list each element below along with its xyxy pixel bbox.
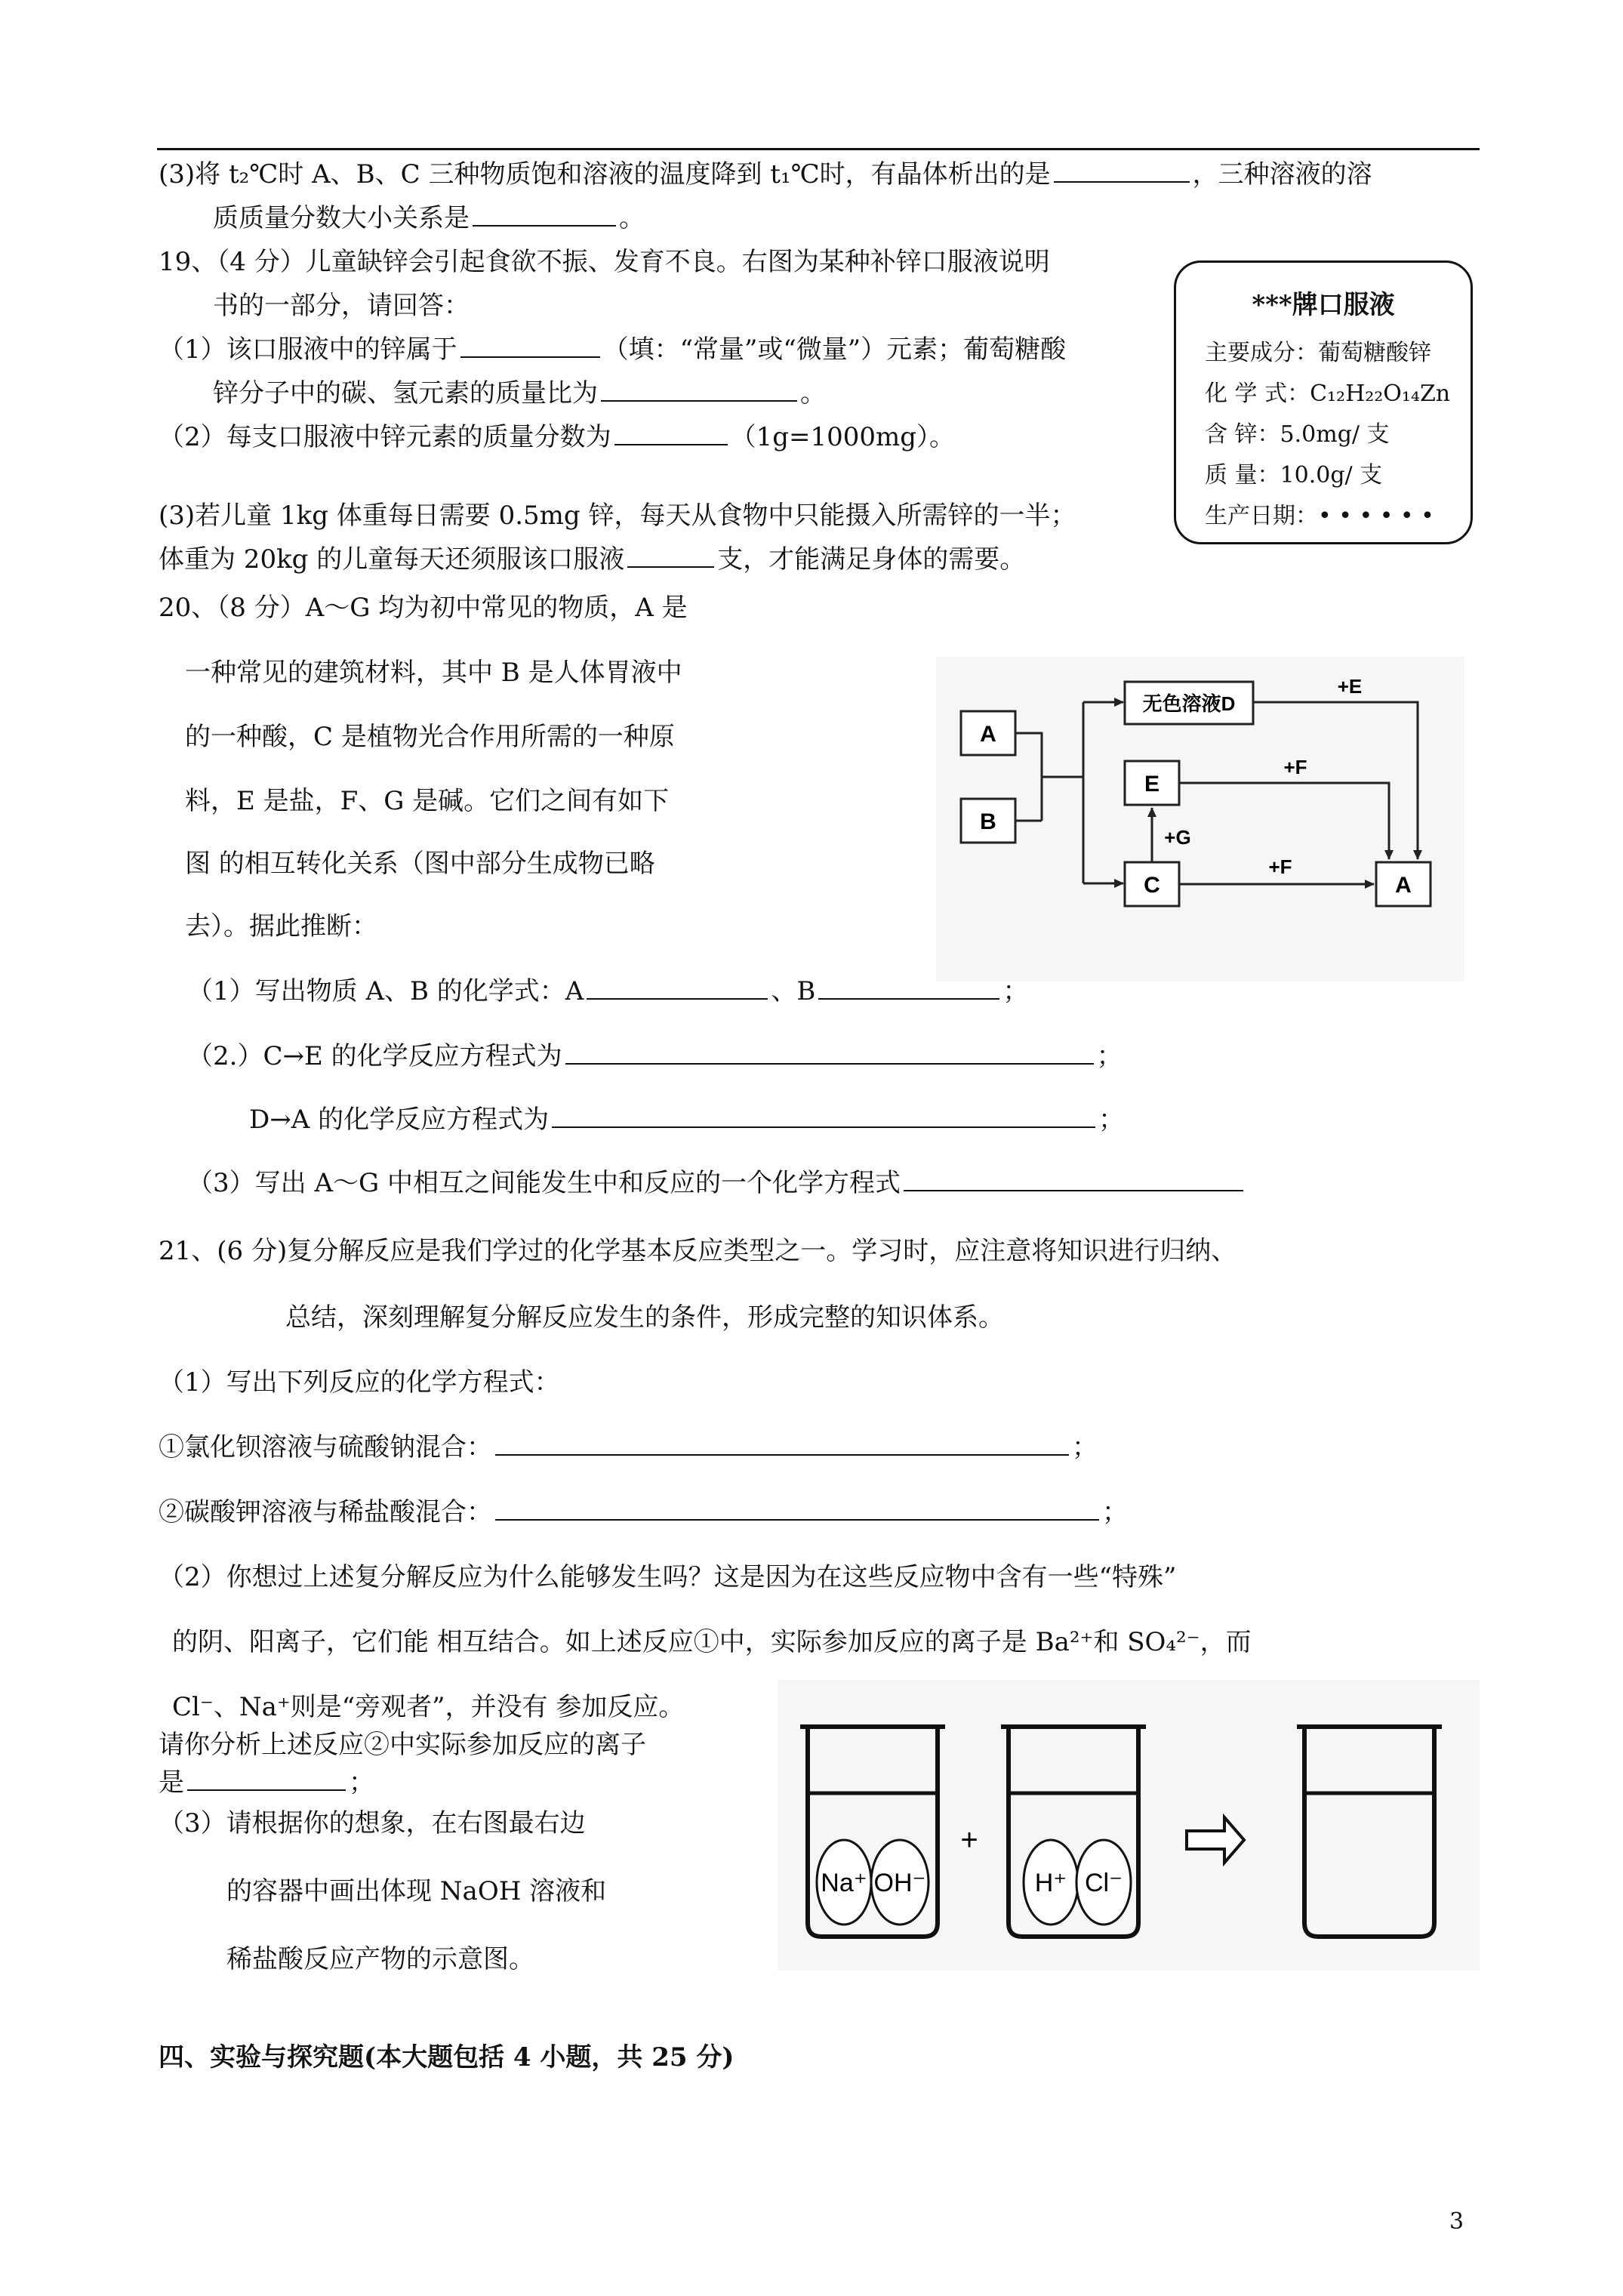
q21-blank-reaction2[interactable] (495, 1496, 1099, 1521)
q21-blank-ions[interactable] (187, 1767, 346, 1791)
q21-part2-a: （2）你想过上述复分解反应为什么能够发生吗？这是因为在这些反应物中含有一些“特殊” (159, 1562, 1177, 1592)
conversion-diagram (936, 657, 1464, 982)
q19-p1-end: 。 (800, 378, 826, 408)
q18-part3-text: t₂℃时 A、B、C 三种物质饱和溶液的温度降到 t₁℃时，有晶体析出的是 (228, 159, 1051, 190)
diagram-node-a-label: A (980, 722, 996, 747)
q18-part3-end: ，三种溶液的溶 (1192, 159, 1372, 190)
diagram-node-d-label: 无色溶液D (1142, 692, 1236, 715)
ion-h: H⁺ (1034, 1869, 1067, 1897)
q18-blank-ratio[interactable] (473, 202, 616, 227)
label-ingredient: 主要成分：葡萄糖酸锌 (1205, 340, 1431, 366)
q20-part2 (187, 1040, 1123, 1073)
q20-p1-text-b: 、B (771, 976, 816, 1006)
q20-blank-neutralization[interactable] (904, 1167, 1243, 1191)
q18-part3-prefix: (3)将 (159, 159, 221, 190)
q21-part2-b: 的阴、阳离子，它们能 相互结合。如上述反应①中，实际参加反应的离子是 Ba²⁺和 SO₄²⁻，而 (172, 1627, 1252, 1657)
q20-blank-d-to-a[interactable] (552, 1104, 1095, 1128)
label-mass: 质 量：10.0g/ 支 (1205, 462, 1383, 488)
q21-reaction2 (159, 1496, 1128, 1529)
beakers-diagram (778, 1680, 1480, 1971)
q21-r2-text: ②碳酸钾溶液与稀盐酸混合： (159, 1497, 492, 1527)
section-4-heading: 四、实验与探究题(本大题包括 4 小题，共 25 分) (159, 2042, 735, 2073)
edge-label-e: +E (1337, 675, 1363, 698)
q21-part2-c: Cl⁻、Na⁺则是“旁观者”，并没有 参加反应。 (172, 1692, 685, 1722)
q21-reaction1 (159, 1432, 1098, 1464)
ion-cl: Cl⁻ (1084, 1869, 1123, 1897)
q21-part3-a: （3）请根据你的想象，在右图最右边 (159, 1808, 586, 1838)
q19-p2-text-b: （1g=1000mg）。 (730, 422, 956, 452)
q20-part2b (249, 1104, 1124, 1136)
ion-na: Na⁺ (821, 1869, 867, 1897)
q20-blank-c-to-e[interactable] (565, 1040, 1094, 1065)
q21-part3-c: 稀盐酸反应产物的示意图。 (226, 1944, 534, 1974)
q20-line1: 20、（8 分）A～G 均为初中常见的物质，A 是 (159, 593, 688, 623)
q21-p2e-end: ； (349, 1767, 374, 1798)
q20-p2-text: （2.）C→E 的化学反应方程式为 (187, 1041, 562, 1071)
q21-p2e-text: 是 (159, 1767, 184, 1798)
page-number: 3 (1449, 2208, 1464, 2235)
q19-p3-text-b: 体重为 20kg 的儿童每天还须服该口服液 (159, 544, 625, 575)
q21-line1: 21、(6 分)复分解反应是我们学过的化学基本反应类型之一。学习时，应注意将知识进行归纳、 (159, 1236, 1237, 1266)
q20-line2: 一种常见的建筑材料，其中 B 是人体胃液中 (185, 658, 682, 688)
q20-line4: 料，E 是盐，F、G 是碱。它们之间有如下 (185, 786, 670, 816)
edge-label-g: +G (1164, 826, 1191, 849)
q21-part2-d: 请你分析上述反应②中实际参加反应的离子 (159, 1730, 646, 1760)
q19-blank-mass-ratio[interactable] (601, 378, 797, 402)
q19-blank-element-type[interactable] (460, 334, 600, 358)
label-zinc: 含 锌：5.0mg/ 支 (1205, 421, 1390, 448)
edge-label-f2: +F (1268, 855, 1292, 878)
q20-p2-end: ； (1096, 1041, 1123, 1071)
label-date: 生产日期：• • • • • • (1205, 503, 1434, 529)
diagram-node-a-target-label: A (1395, 873, 1412, 898)
q18-part3-l2-text: 质质量分数大小关系是 (213, 203, 470, 233)
q21-r1-end: ； (1072, 1432, 1098, 1462)
q21-line2: 总结，深刻理解复分解反应发生的条件，形成完整的知识体系。 (285, 1302, 1004, 1333)
plus-sign: + (960, 1823, 978, 1857)
q20-part3 (187, 1167, 1246, 1200)
q19-part1-cont (213, 378, 826, 410)
q20-part1 (187, 975, 1028, 1008)
q20-line3: 的一种酸，C 是植物光合作用所需的一种原 (185, 722, 675, 752)
q19-line1: 19、（4 分）儿童缺锌会引起食欲不振、发育不良。右图为某种补锌口服液说明 (159, 247, 1050, 277)
q20-p2b-end: ； (1098, 1105, 1125, 1135)
q19-part3: (3)若儿童 1kg 体重每日需要 0.5mg 锌，每天从食物中只能摄入所需锌的一半； (159, 501, 1076, 531)
q21-r2-end: ； (1102, 1497, 1128, 1527)
q19-p3-text-c: 支，才能满足身体的需要。 (717, 544, 1026, 575)
label-title: ***牌口服液 (1252, 290, 1395, 320)
q20-line5: 图 的相互转化关系（图中部分生成物已略 (185, 849, 655, 879)
q20-blank-a[interactable] (587, 975, 768, 1000)
q20-p1-text: （1）写出物质 A、B 的化学式：A (187, 976, 584, 1006)
q20-p2b-text: D→A 的化学反应方程式为 (249, 1105, 550, 1135)
diagram-node-c-label: C (1144, 873, 1160, 898)
q19-part3-cont (159, 544, 1025, 576)
q20-blank-b[interactable] (818, 975, 999, 1000)
q20-p1-end: ； (1002, 976, 1029, 1006)
q21-part2-e (159, 1767, 374, 1799)
q21-blank-reaction1[interactable] (495, 1432, 1069, 1456)
diagram-node-e-label: E (1144, 772, 1160, 797)
q18-part3-line2 (213, 202, 645, 235)
q21-r1-text: ①氯化钡溶液与硫酸钠混合： (159, 1432, 492, 1462)
medicine-label (1174, 260, 1473, 544)
q21-part3-b: 的容器中画出体现 NaOH 溶液和 (226, 1876, 607, 1906)
q21-part1: （1）写出下列反应的化学方程式： (159, 1367, 560, 1398)
q20-line6: 去）。据此推断： (185, 911, 377, 942)
q19-p1-text: （1）该口服液中的锌属于 (159, 334, 457, 365)
q18-blank-crystal[interactable] (1054, 159, 1190, 183)
q18-part3-line1 (159, 159, 1372, 191)
ion-oh: OH⁻ (873, 1869, 926, 1897)
edge-label-f1: +F (1283, 756, 1307, 778)
q19-blank-mass-fraction[interactable] (614, 421, 728, 445)
q18-part3-l2-end: 。 (619, 203, 645, 233)
q19-blank-count[interactable] (627, 544, 714, 568)
q20-p3-text: （3）写出 A～G 中相互之间能发生中和反应的一个化学方程式 (187, 1168, 901, 1198)
diagram-node-b-label: B (980, 809, 996, 834)
q19-p1-text-c: 锌分子中的碳、氢元素的质量比为 (213, 378, 598, 408)
q19-line2: 书的一部分，请回答： (213, 291, 470, 321)
q19-p2-text: （2）每支口服液中锌元素的质量分数为 (159, 422, 611, 452)
q19-part2 (159, 421, 955, 454)
beakers-background (778, 1680, 1480, 1971)
q19-p1-text-b: （填：“常量”或“微量”）元素；葡萄糖酸 (602, 334, 1067, 365)
q19-part1 (159, 334, 1066, 366)
label-formula: 化 学 式：C₁₂H₂₂O₁₄Zn (1205, 381, 1451, 407)
header-rule (157, 148, 1480, 150)
